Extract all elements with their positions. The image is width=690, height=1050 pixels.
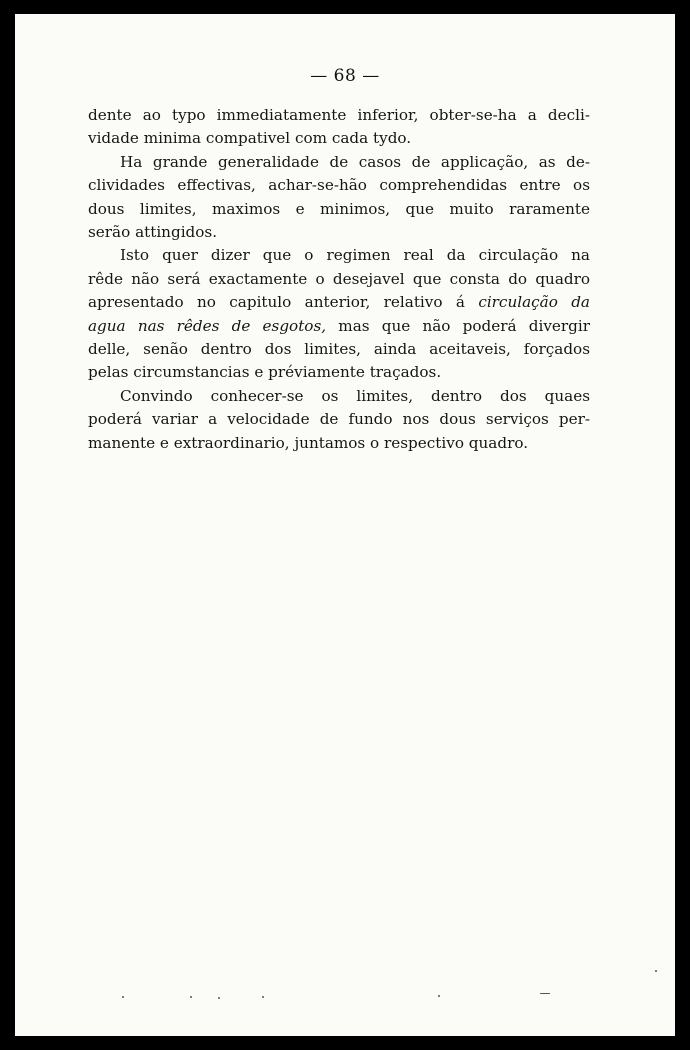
print-speck (655, 970, 657, 972)
text-line: dous limites, maximos e minimos, que muito raramente (88, 199, 590, 218)
text-line: Isto quer dizer que o regimen real da circulação na (120, 246, 590, 265)
text-line: Convindo conhecer-se os limites, dentro dos quaes (120, 386, 590, 405)
page-number: — 68 — (310, 66, 380, 86)
text-line: serão attingidos. (88, 223, 218, 242)
text-line (88, 291, 590, 314)
text-line: delle, senão dentro dos limites, ainda aceitaveis, forçados (88, 340, 590, 359)
body-text (88, 104, 590, 455)
text-line: pelas circumstancias e préviamente traçados. (88, 363, 442, 382)
print-speck (262, 996, 264, 998)
text-line: clividades effectivas, achar-se-hão comprehendidas entre os (88, 176, 590, 195)
print-speck (218, 997, 220, 999)
print-speck (438, 995, 440, 997)
print-speck (540, 993, 550, 994)
print-speck (190, 996, 192, 998)
text-run: apresentado no capitulo anterior, relativo á (88, 293, 479, 312)
text-line: Ha grande generalidade de casos de applicação, as de- (120, 152, 590, 171)
text-line (88, 315, 590, 338)
text-line: dente ao typo immediatamente inferior, obter-se-ha a decli- (88, 106, 590, 124)
text-line: vidade minima compativel com cada tydo. (88, 129, 412, 148)
text-line: rêde não será exactamente o desejavel que consta do quadro (88, 269, 590, 288)
text-run: mas que não poderá divergir (326, 316, 590, 335)
text-line: poderá variar a velocidade de fundo nos dous serviços per- (88, 410, 590, 429)
text-line: manente e extraordinario, juntamos o respectivo quadro. (88, 433, 529, 452)
print-speck (122, 996, 124, 998)
italic-run: agua nas rêdes de esgotos, (88, 316, 327, 335)
italic-run: circulação da (478, 293, 590, 312)
